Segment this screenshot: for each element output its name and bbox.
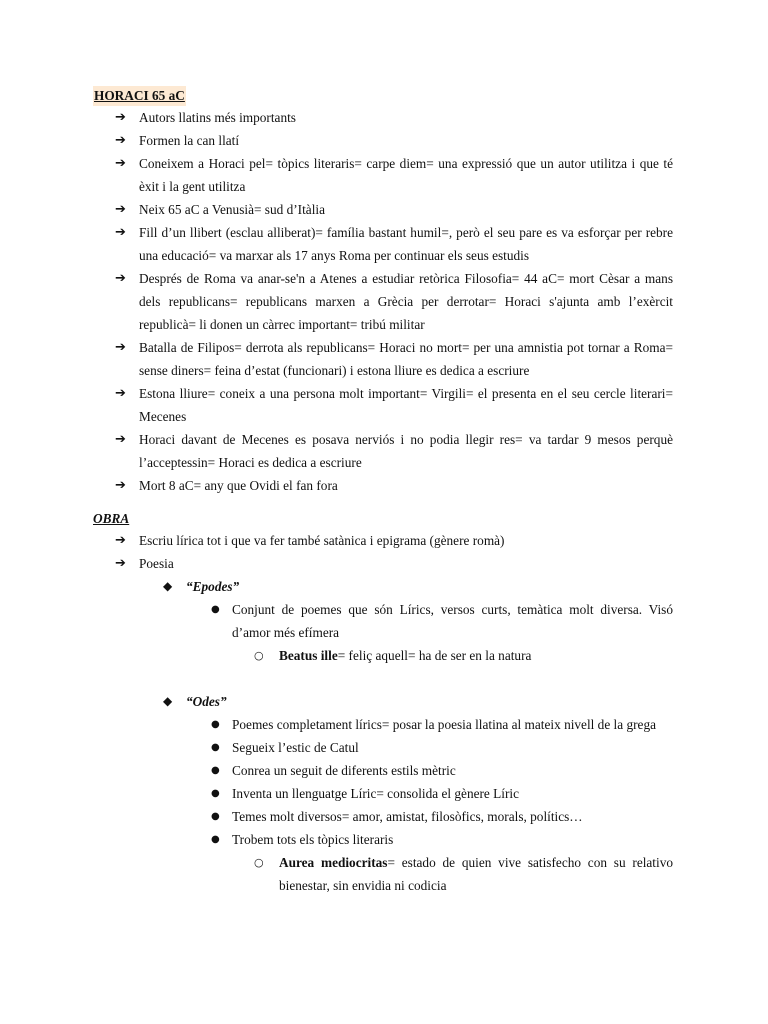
- dot-bullet-icon: ●: [211, 719, 220, 730]
- obra-list: [93, 529, 673, 897]
- dot-bullet-icon: ●: [211, 834, 220, 845]
- list-item: ➔ Horaci davant de Mecenes es posava nerviós i no podia llegir res= va tardar 9 mesos perquè l’acceptessin= Horaci es dedica a escriure: [93, 428, 673, 474]
- list-item: ➔ Coneixem a Horaci pel= tòpics literaris= carpe diem= una expressió que un autor utilitza i que té èxit i la gent utilitza: [93, 152, 673, 198]
- list-item: ● Temes molt diversos= amor, amistat, filosòfics, morals, polítics…: [93, 805, 673, 828]
- arrow-bullet-icon: ➔: [115, 556, 126, 571]
- circle-bullet-icon: ○: [254, 856, 264, 869]
- epodes-title: “Epodes”: [186, 579, 240, 594]
- list-item: ○ Beatus ille= feliç aquell= ha de ser en la natura: [93, 644, 673, 667]
- arrow-bullet-icon: ➔: [115, 478, 126, 493]
- diamond-bullet-icon: ◆: [163, 694, 173, 708]
- spacer: [93, 497, 673, 509]
- dot-bullet-icon: ●: [211, 604, 220, 615]
- odes-item: [93, 690, 673, 713]
- horaci-list: [93, 106, 673, 497]
- dot-bullet-icon: ●: [211, 811, 220, 822]
- odes-title: “Odes”: [186, 694, 227, 709]
- list-item: ○ Aurea mediocritas= estado de quien vive satisfecho con su relativo bienestar, sin envidia ni codicia: [93, 851, 673, 897]
- list-item: ➔ Autors llatins més importants: [93, 106, 673, 129]
- aurea-mediocritas-term: Aurea mediocritas: [279, 855, 388, 870]
- section-heading-obra: OBRA: [93, 511, 130, 526]
- list-item: ➔ Fill d’un llibert (esclau alliberat)= família bastant humil=, però el seu pare es va esforçar per rebre una educació= va marxar als 17 anys Roma per continuar els seus estudis: [93, 221, 673, 267]
- dot-bullet-icon: ●: [211, 765, 220, 776]
- list-item: ● Poemes completament lírics= posar la poesia llatina al mateix nivell de la grega: [93, 713, 673, 736]
- dot-bullet-icon: ●: [211, 788, 220, 799]
- arrow-bullet-icon: ➔: [115, 133, 126, 148]
- list-item: ● Conjunt de poemes que són Lírics, versos curts, temàtica molt diversa. Visó d’amor més efímera: [93, 598, 673, 644]
- circle-bullet-icon: ○: [254, 649, 264, 662]
- list-item: ➔ Escriu lírica tot i que va fer també satànica i epigrama (gènere romà): [93, 529, 673, 552]
- arrow-bullet-icon: ➔: [115, 271, 126, 286]
- arrow-bullet-icon: ➔: [115, 110, 126, 125]
- arrow-bullet-icon: ➔: [115, 225, 126, 240]
- arrow-bullet-icon: ➔: [115, 202, 126, 217]
- list-item: ➔ Batalla de Filipos= derrota als republicans= Horaci no mort= per una amnistia pot tornar a Roma= sense diners= feina d’estat (funcionari) i estona lliure es dedica a escriure: [93, 336, 673, 382]
- diamond-bullet-icon: ◆: [163, 579, 173, 593]
- list-item: ● Trobem tots els tòpics literaris: [93, 828, 673, 851]
- document-page: [93, 86, 673, 897]
- list-item: ➔ Mort 8 aC= any que Ovidi el fan fora: [93, 474, 673, 497]
- spacer: [93, 667, 673, 690]
- list-item: ● Conrea un seguit de diferents estils mètric: [93, 759, 673, 782]
- list-item: ➔ Neix 65 aC a Venusià= sud d’Itàlia: [93, 198, 673, 221]
- arrow-bullet-icon: ➔: [115, 156, 126, 171]
- list-item: ➔ Estona lliure= coneix a una persona molt important= Virgili= el presenta en el seu cercle literari= Mecenes: [93, 382, 673, 428]
- arrow-bullet-icon: ➔: [115, 432, 126, 447]
- list-item: ➔ Poesia: [93, 552, 673, 575]
- arrow-bullet-icon: ➔: [115, 533, 126, 548]
- section-heading-horaci: HORACI 65 aC: [93, 86, 186, 106]
- arrow-bullet-icon: ➔: [115, 386, 126, 401]
- list-item: ● Inventa un llenguatge Líric= consolida el gènere Líric: [93, 782, 673, 805]
- epodes-item: [93, 575, 673, 598]
- arrow-bullet-icon: ➔: [115, 340, 126, 355]
- list-item: ➔ Formen la can llatí: [93, 129, 673, 152]
- list-item: ➔ Després de Roma va anar-se'n a Atenes a estudiar retòrica Filosofia= 44 aC= mort Cèsar a mans dels republicans= republicans marxen a Grècia per derrotar= Horaci s'ajunta amb l’exèrcit republicà= li donen un càrrec important= tribú militar: [93, 267, 673, 336]
- list-item: ● Segueix l’estic de Catul: [93, 736, 673, 759]
- dot-bullet-icon: ●: [211, 742, 220, 753]
- beatus-ille-term: Beatus ille: [279, 648, 338, 663]
